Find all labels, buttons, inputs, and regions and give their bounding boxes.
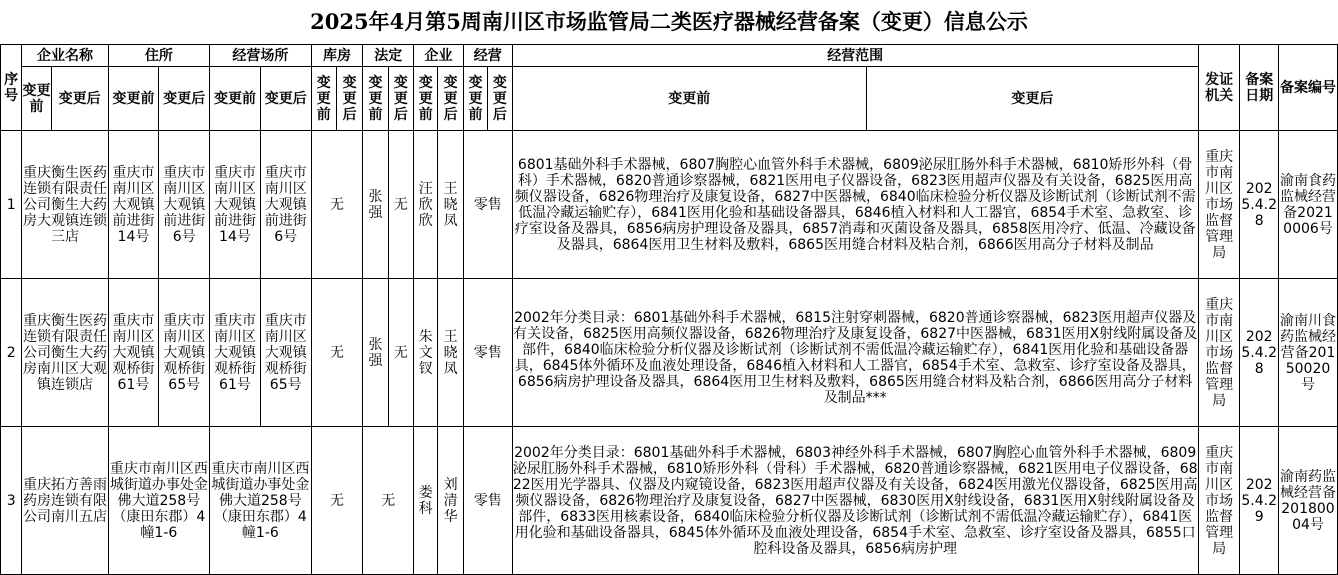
header-addr-after: 变更后 (159, 67, 210, 131)
header-legal-before: 变更前 (363, 67, 388, 131)
row-address-after: 重庆市南川区大观镇前进街6号 (159, 131, 210, 279)
row-place-before: 重庆市南川区大观镇前进街14号 (210, 131, 261, 279)
header-business: 经营 (463, 45, 512, 67)
row-address: 重庆市南川区西城街道办事处金佛大道258号（康田东郡）4幢1-6 (108, 427, 210, 575)
row-record-no: 渝南川食药监械经营备20150020号 (1278, 279, 1337, 427)
header-place-after: 变更后 (260, 67, 311, 131)
row-scope: 2002年分类目录：6801基础外科手术器械，6803神经外科手术器械，6807胸腔心血管外科手术器械，6809泌尿肛肠外科手术器械，6810矫形外科（骨科）手术器械，6820普通诊察器械，6821医用电子仪器设备，6822医用光学器具、仪器及内窥镜设备，6823医用超声仪器及有关设备，6824医用激光仪器设备，6825医用高频仪器设备，6826物理治疗及康复设备，6827中医器械，6830医用X射线设备，6831医用X射线附属设备及部件，6833医用核素设备，6840临床检验分析仪器及诊断试剂（诊断试剂不需低温冷藏运输贮存），6841医用化验和基础设备器具，6845体外循环及血液处理设备，6854手术室、急救室、诊疗室设备及器具，6855口腔科设备及器具，6856病房护理 (512, 427, 1198, 575)
row-legal-before: 张强 (363, 131, 388, 279)
row-warehouse: 无 (311, 279, 363, 427)
row-enterprise-after: 王晓凤 (438, 279, 463, 427)
row-enterprise-after: 刘清华 (438, 427, 463, 575)
row-seq: 2 (1, 279, 22, 427)
row-record-no: 渝南药监械经营备20180004号 (1278, 427, 1337, 575)
header-ent-before: 变更前 (414, 67, 438, 131)
row-place: 重庆市南川区西城街道办事处金佛大道258号（康田东郡）4幢1-6 (210, 427, 312, 575)
header-place-before: 变更前 (210, 67, 261, 131)
row-warehouse: 无 (311, 131, 363, 279)
header-warehouse: 库房 (311, 45, 363, 67)
row-issuer: 重庆市南川区市场监督管理局 (1198, 427, 1240, 575)
header-seq: 序号 (1, 45, 22, 131)
header-warehouse-before: 变更前 (311, 67, 336, 131)
row-place-after: 重庆市南川区大观镇观桥街65号 (260, 279, 311, 427)
header-legal: 法定 (363, 45, 414, 67)
header-record-no: 备案编号 (1278, 45, 1337, 131)
row-warehouse: 无 (311, 427, 363, 575)
row-legal: 无 (363, 427, 414, 575)
header-name-before: 变更前 (22, 67, 51, 131)
row-seq: 1 (1, 131, 22, 279)
header-scope: 经营范围 (512, 45, 1198, 67)
header-name-after: 变更后 (51, 67, 108, 131)
row-address-before: 重庆市南川区大观镇观桥街61号 (108, 279, 159, 427)
header-issuer: 发证机关 (1198, 45, 1240, 131)
row-legal-after: 无 (388, 279, 413, 427)
record-table (0, 44, 1338, 575)
header-business-after: 变更后 (488, 67, 512, 131)
row-place-after: 重庆市南川区大观镇前进街6号 (260, 131, 311, 279)
row-business: 零售 (463, 427, 512, 575)
row-company-name: 重庆衡生医药连锁有限责任公司衡生大药房大观镇连锁三店 (22, 131, 108, 279)
row-date: 2025.4.29 (1240, 427, 1279, 575)
table-row (1, 427, 1338, 575)
row-enterprise-after: 王晓凤 (438, 131, 463, 279)
header-ent-after: 变更后 (438, 67, 463, 131)
row-company-name: 重庆衡生医药连锁有限责任公司衡生大药房南川区大观镇连锁店 (22, 279, 108, 427)
header-address: 住所 (108, 45, 210, 67)
row-issuer: 重庆市南川区市场监督管理局 (1198, 279, 1240, 427)
header-scope-after: 变更后 (866, 67, 1198, 131)
row-scope: 6801基础外科手术器械，6807胸腔心血管外科手术器械，6809泌尿肛肠外科手术器械，6810矫形外科（骨科）手术器械，6820普通诊察器械，6821医用电子仪器设备，6823医用超声仪器及有关设备，6825医用高频仪器设备，6826物理治疗及康复设备，6827中医器械，6840临床检验分析仪器及诊断试剂（诊断试剂不需低温冷藏运输贮存），6841医用化验和基础设备器具，6846植入材料和人工器官，6854手术室、急救室、诊疗室设备及器具，6856病房护理设备及器具，6857消毒和灭菌设备及器具，6858医用冷疗、低温、冷藏设备及器具，6864医用卫生材料及敷料，6865医用缝合材料及粘合剂，6866医用高分子材料及制品 (512, 131, 1198, 279)
row-scope: 2002年分类目录：6801基础外科手术器械，6815注射穿刺器械，6820普通诊察器械，6823医用超声仪器及有关设备，6825医用高频仪器设备，6826物理治疗及康复设备，6827中医器械，6831医用X射线附属设备及部件，6840临床检验分析仪器及诊断试剂（诊断试剂不需低温冷藏运输贮存），6841医用化验和基础设备器具，6845体外循环及血液处理设备，6846植入材料和人工器官，6854手术室、急救室、诊疗室设备及器具，6856病房护理设备及器具，6864医用卫生材料及敷料，6865医用缝合材料及粘合剂，6866医用高分子材料及制品*** (512, 279, 1198, 427)
row-enterprise-before: 汪欣欣 (414, 131, 438, 279)
row-issuer: 重庆市南川区市场监督管理局 (1198, 131, 1240, 279)
table-row (1, 279, 1338, 427)
row-enterprise-before: 娄科 (414, 427, 438, 575)
header-business-before: 变更前 (463, 67, 487, 131)
table-row (1, 131, 1338, 279)
row-address-before: 重庆市南川区大观镇前进街14号 (108, 131, 159, 279)
header-legal-after: 变更后 (388, 67, 413, 131)
header-enterprise: 企业 (414, 45, 464, 67)
header-date: 备案日期 (1240, 45, 1279, 131)
row-date: 2025.4.28 (1240, 131, 1279, 279)
row-legal-after: 无 (388, 131, 413, 279)
row-legal-before: 张强 (363, 279, 388, 427)
page-title: 2025年4月第5周南川区市场监管局二类医疗器械经营备案（变更）信息公示 (310, 9, 1028, 34)
header-addr-before: 变更前 (108, 67, 159, 131)
row-company-name: 重庆拓方善雨药房连锁有限公司南川五店 (22, 427, 108, 575)
row-seq: 3 (1, 427, 22, 575)
header-company-name: 企业名称 (22, 45, 108, 67)
header-business-place: 经营场所 (210, 45, 312, 67)
row-business: 零售 (463, 279, 512, 427)
header-scope-before: 变更前 (512, 67, 866, 131)
header-warehouse-after: 变更后 (336, 67, 362, 131)
row-place-before: 重庆市南川区大观镇观桥街61号 (210, 279, 261, 427)
row-address-after: 重庆市南川区大观镇观桥街65号 (159, 279, 210, 427)
row-enterprise-before: 朱文钗 (414, 279, 438, 427)
row-date: 2025.4.28 (1240, 279, 1279, 427)
row-record-no: 渝南食药监械经营备20210006号 (1278, 131, 1337, 279)
row-business: 零售 (463, 131, 512, 279)
